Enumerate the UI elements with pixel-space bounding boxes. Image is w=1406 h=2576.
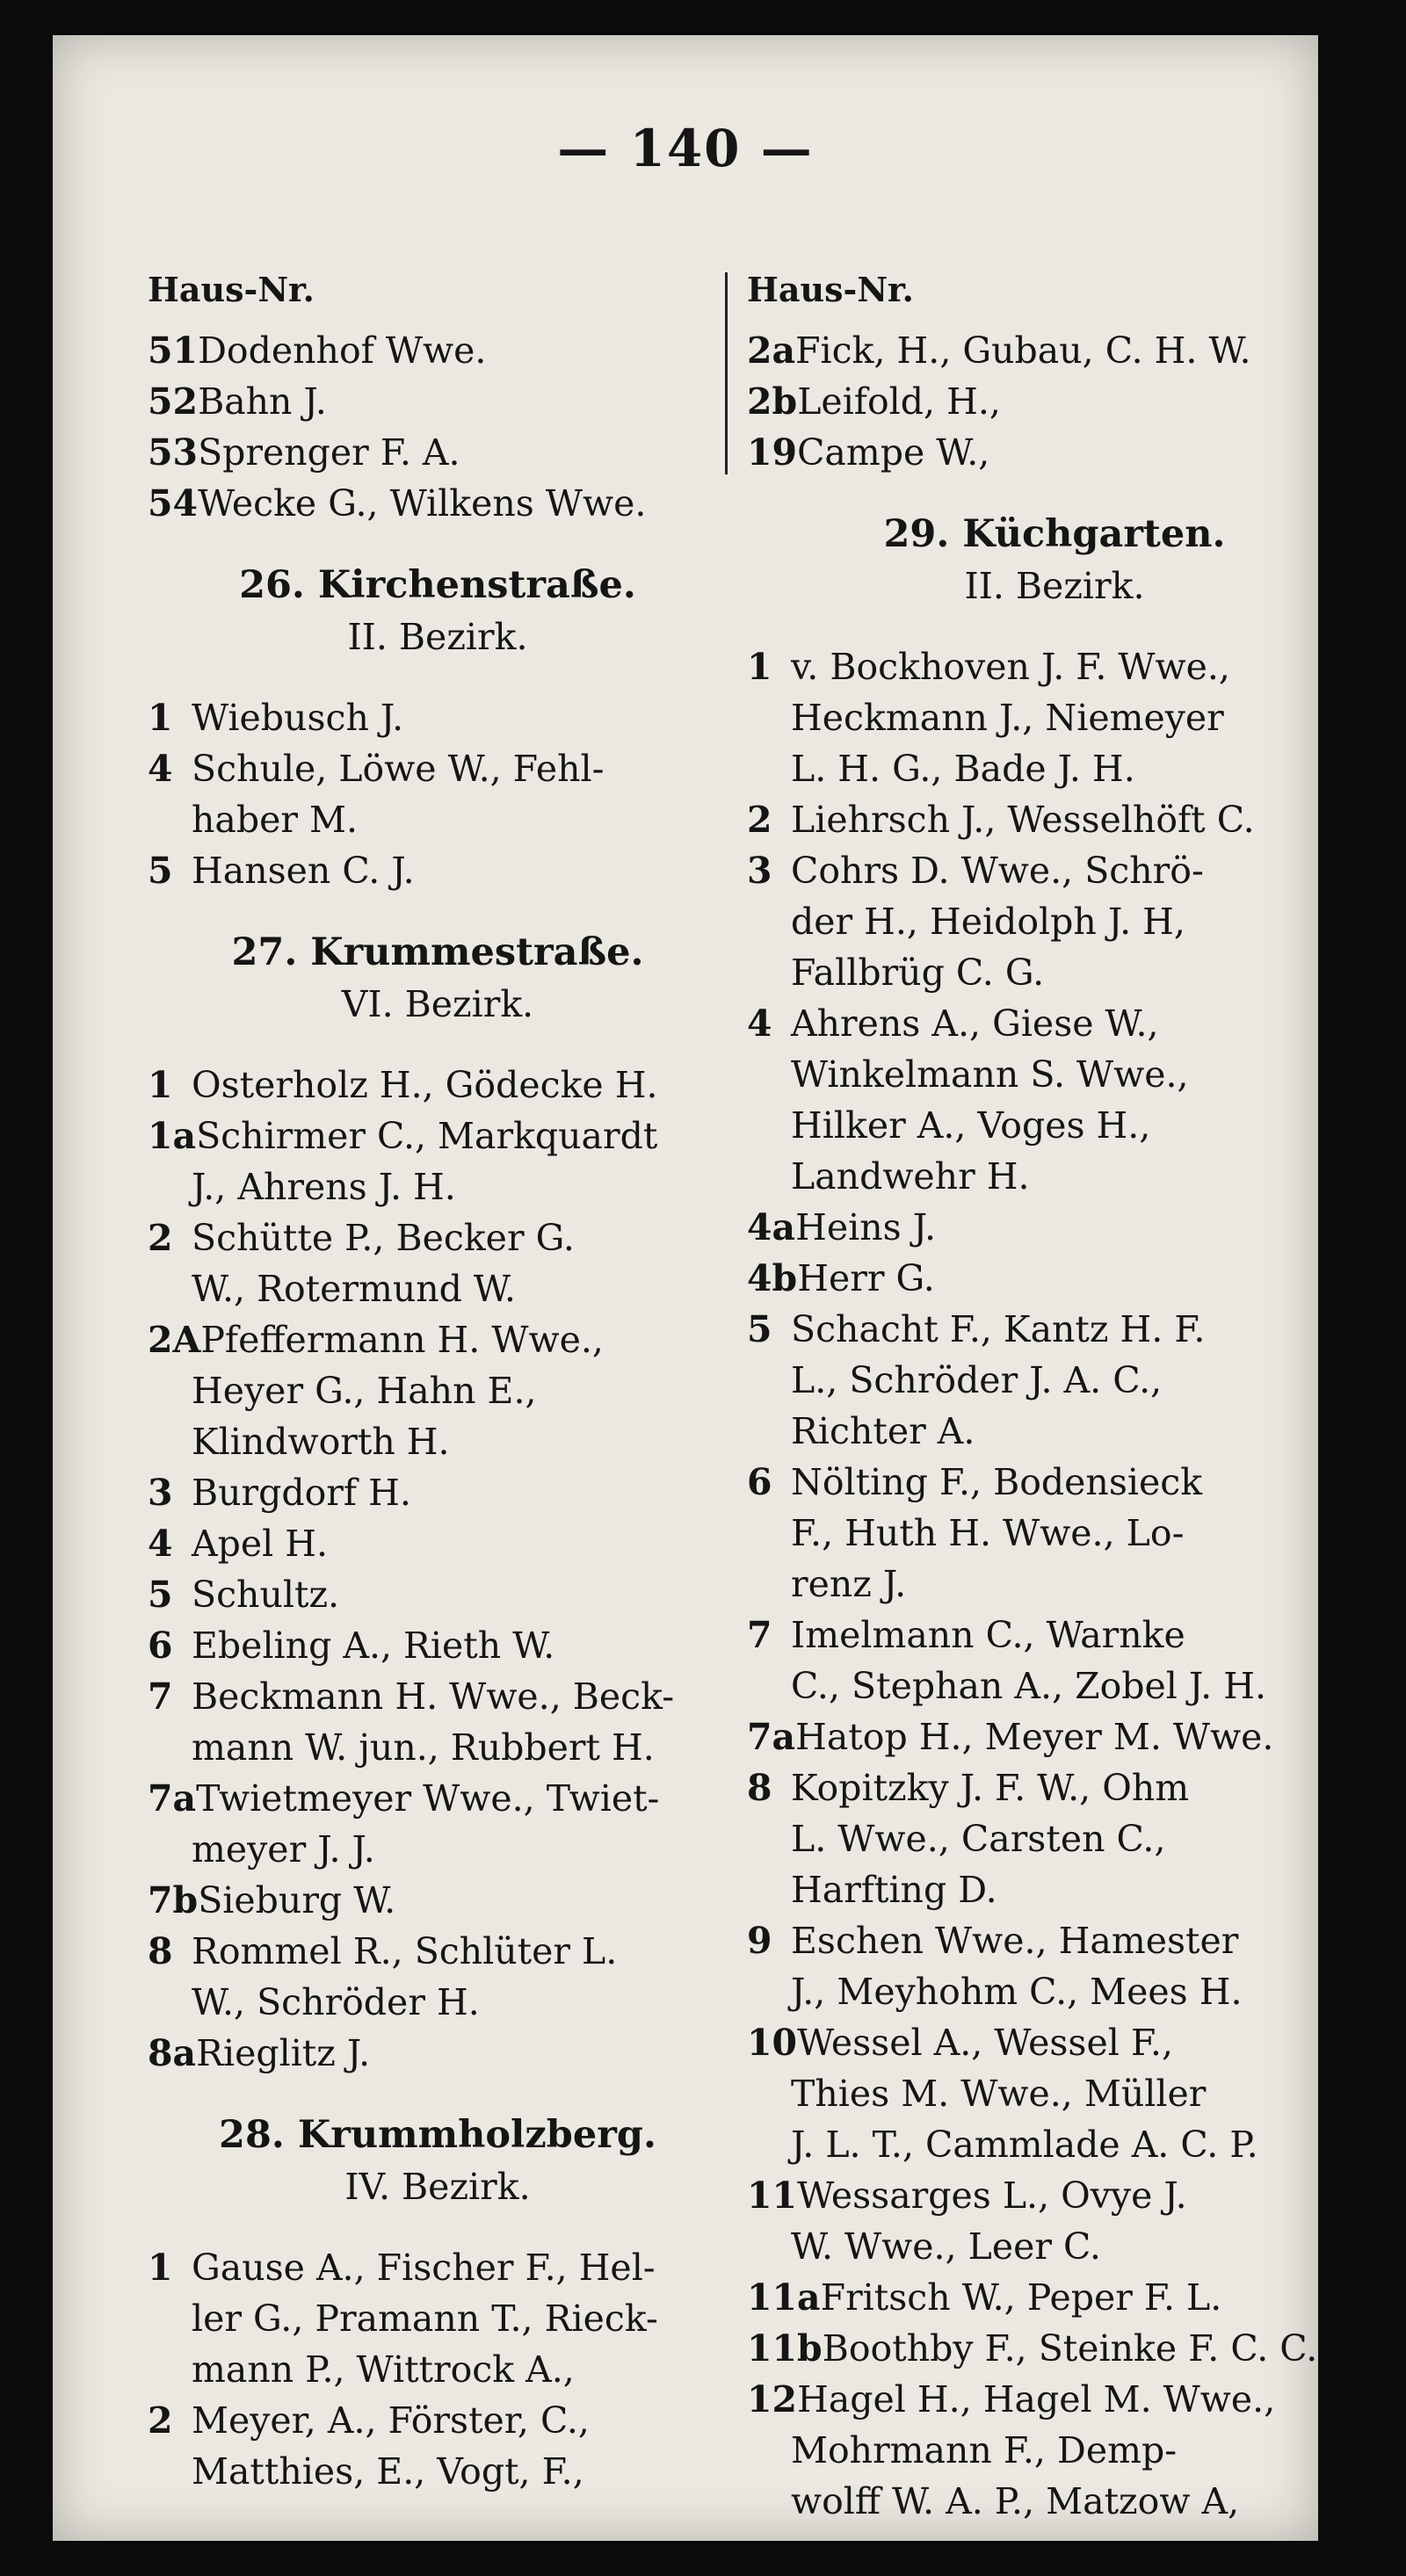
directory-entry bbox=[747, 427, 1362, 478]
house-number: 1 bbox=[747, 646, 772, 688]
residents-line: Apel H. bbox=[192, 1523, 329, 1565]
directory-entry bbox=[747, 2170, 1362, 2221]
entry-list bbox=[747, 641, 1362, 2527]
residents-line-continued: F., Huth H. Wwe., Lo- bbox=[791, 1512, 1185, 1554]
residents-line: Twietmeyer Wwe., Twiet- bbox=[196, 1777, 660, 1820]
residents-line: Heins J. bbox=[795, 1206, 936, 1248]
residents-line: Schule, Löwe W., Fehl- bbox=[192, 748, 605, 790]
house-number: 9 bbox=[747, 1920, 772, 1962]
residents-line-continued: Winkelmann S. Wwe., bbox=[791, 1053, 1189, 1096]
directory-entry bbox=[747, 1915, 1362, 1966]
house-number: 11 bbox=[747, 2174, 798, 2217]
residents-line: Rieglitz J. bbox=[196, 2032, 371, 2074]
residents-line-continued: haber M. bbox=[192, 799, 359, 841]
residents-line: Beckmann H. Wwe., Beck- bbox=[192, 1675, 675, 1718]
directory-entry bbox=[148, 1671, 728, 1722]
district-label: II. Bezirk. bbox=[964, 565, 1145, 607]
residents-line: Cohrs D. Wwe., Schrö- bbox=[791, 850, 1204, 892]
residents-line-continued: meyer J. J. bbox=[192, 1828, 375, 1870]
house-number: 7 bbox=[148, 1675, 173, 1718]
directory-entry bbox=[148, 692, 728, 743]
house-number: 2 bbox=[747, 799, 772, 841]
left-column bbox=[148, 264, 728, 2497]
directory-entry bbox=[148, 1926, 728, 1977]
residents-line: Burgdorf H. bbox=[192, 1472, 411, 1514]
residents-line-continued: wolff W. A. P., Matzow A, bbox=[791, 2480, 1240, 2522]
directory-entry bbox=[148, 1314, 728, 1365]
house-number: 1 bbox=[148, 1064, 173, 1106]
house-number: 8a bbox=[148, 2032, 197, 2074]
directory-entry bbox=[148, 1467, 728, 1518]
residents-line: Sprenger F. A. bbox=[198, 431, 460, 474]
residents-line-continued: mann W. jun., Rubbert H. bbox=[192, 1726, 655, 1769]
house-number: 4 bbox=[148, 1523, 173, 1565]
house-number: 7a bbox=[148, 1777, 197, 1820]
street-title: 29. Küchgarten. bbox=[883, 512, 1226, 556]
directory-entry bbox=[148, 478, 728, 529]
directory-entry bbox=[148, 1060, 728, 1111]
residents-line-continued: Fallbrüg C. G. bbox=[791, 952, 1045, 994]
residents-line: Imelmann C., Warnke bbox=[791, 1614, 1185, 1656]
directory-entry bbox=[747, 2374, 1362, 2425]
directory-entry bbox=[148, 2028, 728, 2079]
house-number: 2 bbox=[148, 2399, 173, 2442]
district-label: II. Bezirk. bbox=[347, 616, 528, 658]
residents-line: Schultz. bbox=[192, 1574, 340, 1616]
directory-entry bbox=[148, 427, 728, 478]
directory-entry bbox=[148, 845, 728, 896]
house-number: 2a bbox=[747, 329, 796, 372]
residents-line-continued: renz J. bbox=[791, 1563, 907, 1605]
residents-line-continued: J., Ahrens J. H. bbox=[192, 1166, 456, 1208]
page-number: — 140 — bbox=[557, 119, 814, 178]
directory-entry bbox=[148, 1875, 728, 1926]
residents-line: Kopitzky J. F. W., Ohm bbox=[791, 1767, 1190, 1809]
residents-line-continued: ler G., Pramann T., Rieck- bbox=[192, 2297, 658, 2340]
residents-line: v. Bockhoven J. F. Wwe., bbox=[791, 646, 1230, 688]
house-number: 2b bbox=[747, 380, 798, 423]
street-section bbox=[747, 508, 1362, 2527]
house-number: 6 bbox=[148, 1624, 173, 1667]
house-number: 2A bbox=[148, 1319, 201, 1361]
residents-line-continued: Klindworth H. bbox=[192, 1421, 450, 1463]
residents-line: Eschen Wwe., Hamester bbox=[791, 1920, 1239, 1962]
directory-entry bbox=[148, 1212, 728, 1263]
residents-line: Schacht F., Kantz H. F. bbox=[791, 1308, 1206, 1350]
house-number: 51 bbox=[148, 329, 199, 372]
residents-line: Hagel H., Hagel M. Wwe., bbox=[797, 2378, 1276, 2420]
residents-line: Nölting F., Bodensieck bbox=[791, 1461, 1203, 1503]
house-number: 54 bbox=[148, 482, 199, 525]
house-number: 8 bbox=[747, 1767, 772, 1809]
residents-line: Meyer, A., Förster, C., bbox=[192, 2399, 590, 2442]
residents-line-continued: Heckmann J., Niemeyer bbox=[791, 697, 1224, 739]
residents-line-continued: mann P., Wittrock A., bbox=[192, 2348, 575, 2391]
residents-line: Pfeffermann H. Wwe., bbox=[200, 1319, 604, 1361]
directory-page bbox=[53, 35, 1318, 2541]
residents-line-continued: Richter A. bbox=[791, 1410, 975, 1452]
street-section bbox=[148, 2109, 728, 2497]
directory-entry bbox=[148, 376, 728, 427]
residents-line-continued: L. Wwe., Carsten C., bbox=[791, 1818, 1166, 1860]
residents-line: Wecke G., Wilkens Wwe. bbox=[198, 482, 647, 525]
house-number: 3 bbox=[747, 850, 772, 892]
residents-line-continued: L., Schröder J. A. C., bbox=[791, 1359, 1163, 1401]
directory-entry bbox=[747, 325, 1362, 376]
house-number-header: Haus-Nr. bbox=[148, 270, 315, 309]
residents-line: Wessel A., Wessel F., bbox=[797, 2022, 1173, 2064]
residents-line: Bahn J. bbox=[198, 380, 327, 423]
residents-line-continued: Matthies, E., Vogt, F., bbox=[192, 2450, 584, 2493]
residents-line: Fick, H., Gubau, C. H. W. bbox=[795, 329, 1251, 372]
residents-line: Liehrsch J., Wesselhöft C. bbox=[791, 799, 1255, 841]
house-number: 10 bbox=[747, 2022, 798, 2064]
house-number: 1 bbox=[148, 697, 173, 739]
residents-line: Campe W., bbox=[797, 431, 990, 474]
house-number: 53 bbox=[148, 431, 199, 474]
residents-line: Gause A., Fischer F., Hel- bbox=[192, 2247, 656, 2289]
house-number: 11b bbox=[747, 2327, 823, 2370]
house-number: 11a bbox=[747, 2276, 821, 2319]
residents-line-continued: J. L. T., Cammlade A. C. P. bbox=[791, 2124, 1258, 2166]
residents-line: Hansen C. J. bbox=[192, 850, 415, 892]
right-sections bbox=[747, 508, 1362, 2527]
residents-line-continued: der H., Heidolph J. H, bbox=[791, 901, 1185, 943]
residents-line: Boothby F., Steinke F. C. C. bbox=[822, 2327, 1318, 2370]
house-number: 4a bbox=[747, 1206, 796, 1248]
district-label: VI. Bezirk. bbox=[341, 983, 534, 1025]
right-column bbox=[747, 264, 1362, 2527]
house-number: 3 bbox=[148, 1472, 173, 1514]
residents-line-continued: W., Rotermund W. bbox=[192, 1268, 516, 1310]
right-top-entries bbox=[747, 325, 1362, 478]
residents-line-continued: Mohrmann F., Demp- bbox=[791, 2429, 1178, 2471]
entry-list bbox=[148, 2242, 728, 2497]
street-section bbox=[148, 926, 728, 2079]
directory-entry bbox=[747, 641, 1362, 692]
house-number: 12 bbox=[747, 2378, 798, 2420]
directory-entry bbox=[148, 1518, 728, 1569]
directory-entry bbox=[747, 2272, 1362, 2323]
house-number: 1 bbox=[148, 2247, 173, 2289]
entry-list bbox=[148, 692, 728, 896]
residents-line: Schütte P., Becker G. bbox=[192, 1217, 575, 1259]
house-number: 19 bbox=[747, 431, 798, 474]
house-number: 5 bbox=[148, 1574, 173, 1616]
directory-entry bbox=[148, 1620, 728, 1671]
residents-line-continued: C., Stephan A., Zobel J. H. bbox=[791, 1665, 1267, 1707]
left-sections bbox=[148, 559, 728, 2497]
street-section bbox=[148, 559, 728, 896]
directory-entry bbox=[747, 998, 1362, 1049]
directory-entry bbox=[747, 1304, 1362, 1355]
left-top-entries bbox=[148, 325, 728, 529]
residents-line: Rommel R., Schlüter L. bbox=[192, 1930, 618, 1972]
residents-line-continued: W., Schröder H. bbox=[192, 1981, 480, 2023]
residents-line: Herr G. bbox=[797, 1257, 935, 1299]
directory-entry bbox=[747, 1610, 1362, 1661]
residents-line: Sieburg W. bbox=[198, 1879, 396, 1921]
directory-entry bbox=[747, 1202, 1362, 1253]
directory-entry bbox=[747, 1711, 1362, 1762]
residents-line-continued: Thies M. Wwe., Müller bbox=[791, 2073, 1207, 2115]
directory-entry bbox=[747, 1457, 1362, 1508]
residents-line-continued: W. Wwe., Leer C. bbox=[791, 2225, 1101, 2268]
directory-entry bbox=[148, 325, 728, 376]
house-number: 7a bbox=[747, 1716, 796, 1758]
directory-entry bbox=[747, 2017, 1362, 2068]
residents-line-continued: Harfting D. bbox=[791, 1869, 997, 1911]
house-number: 4 bbox=[747, 1002, 772, 1045]
house-number-header: Haus-Nr. bbox=[747, 270, 914, 309]
residents-line-continued: Hilker A., Voges H., bbox=[791, 1104, 1151, 1147]
directory-entry bbox=[747, 1762, 1362, 1813]
house-number: 8 bbox=[148, 1930, 173, 1972]
house-number: 2 bbox=[148, 1217, 173, 1259]
house-number: 7b bbox=[148, 1879, 199, 1921]
residents-line-continued: L. H. G., Bade J. H. bbox=[791, 748, 1135, 790]
residents-line: Dodenhof Wwe. bbox=[198, 329, 487, 372]
residents-line: Ahrens A., Giese W., bbox=[791, 1002, 1159, 1045]
house-number: 5 bbox=[148, 850, 173, 892]
house-number: 52 bbox=[148, 380, 199, 423]
residents-line-continued: Landwehr H. bbox=[791, 1155, 1030, 1198]
house-number: 4b bbox=[747, 1257, 798, 1299]
residents-line: Osterholz H., Gödecke H. bbox=[192, 1064, 658, 1106]
house-number: 7 bbox=[747, 1614, 772, 1656]
residents-line-continued: Heyer G., Hahn E., bbox=[192, 1370, 537, 1412]
directory-entry bbox=[148, 2395, 728, 2446]
house-number: 4 bbox=[148, 748, 173, 790]
residents-line: Fritsch W., Peper F. L. bbox=[820, 2276, 1222, 2319]
directory-entry bbox=[747, 376, 1362, 427]
residents-line: Wessarges L., Ovye J. bbox=[797, 2174, 1187, 2217]
directory-entry bbox=[747, 794, 1362, 845]
directory-entry bbox=[747, 1253, 1362, 1304]
residents-line: Ebeling A., Rieth W. bbox=[192, 1624, 555, 1667]
residents-line: Schirmer C., Markquardt bbox=[196, 1115, 658, 1157]
district-label: IV. Bezirk. bbox=[344, 2166, 531, 2208]
entry-list bbox=[148, 1060, 728, 2079]
house-number: 6 bbox=[747, 1461, 772, 1503]
residents-line-continued: J., Meyhohm C., Mees H. bbox=[791, 1971, 1243, 2013]
directory-entry bbox=[747, 845, 1362, 896]
house-number: 5 bbox=[747, 1308, 772, 1350]
street-title: 26. Kirchenstraße. bbox=[239, 563, 636, 607]
directory-entry bbox=[148, 1111, 728, 1161]
directory-entry bbox=[747, 2323, 1362, 2374]
residents-line: Wiebusch J. bbox=[192, 697, 404, 739]
directory-entry bbox=[148, 1569, 728, 1620]
directory-entry bbox=[148, 2242, 728, 2293]
house-number: 1a bbox=[148, 1115, 197, 1157]
street-title: 28. Krummholzberg. bbox=[219, 2113, 656, 2157]
street-title: 27. Krummestraße. bbox=[231, 930, 644, 974]
directory-entry bbox=[148, 743, 728, 794]
residents-line: Leifold, H., bbox=[797, 380, 1001, 423]
residents-line: Hatop H., Meyer M. Wwe. bbox=[795, 1716, 1274, 1758]
directory-entry bbox=[148, 1773, 728, 1824]
